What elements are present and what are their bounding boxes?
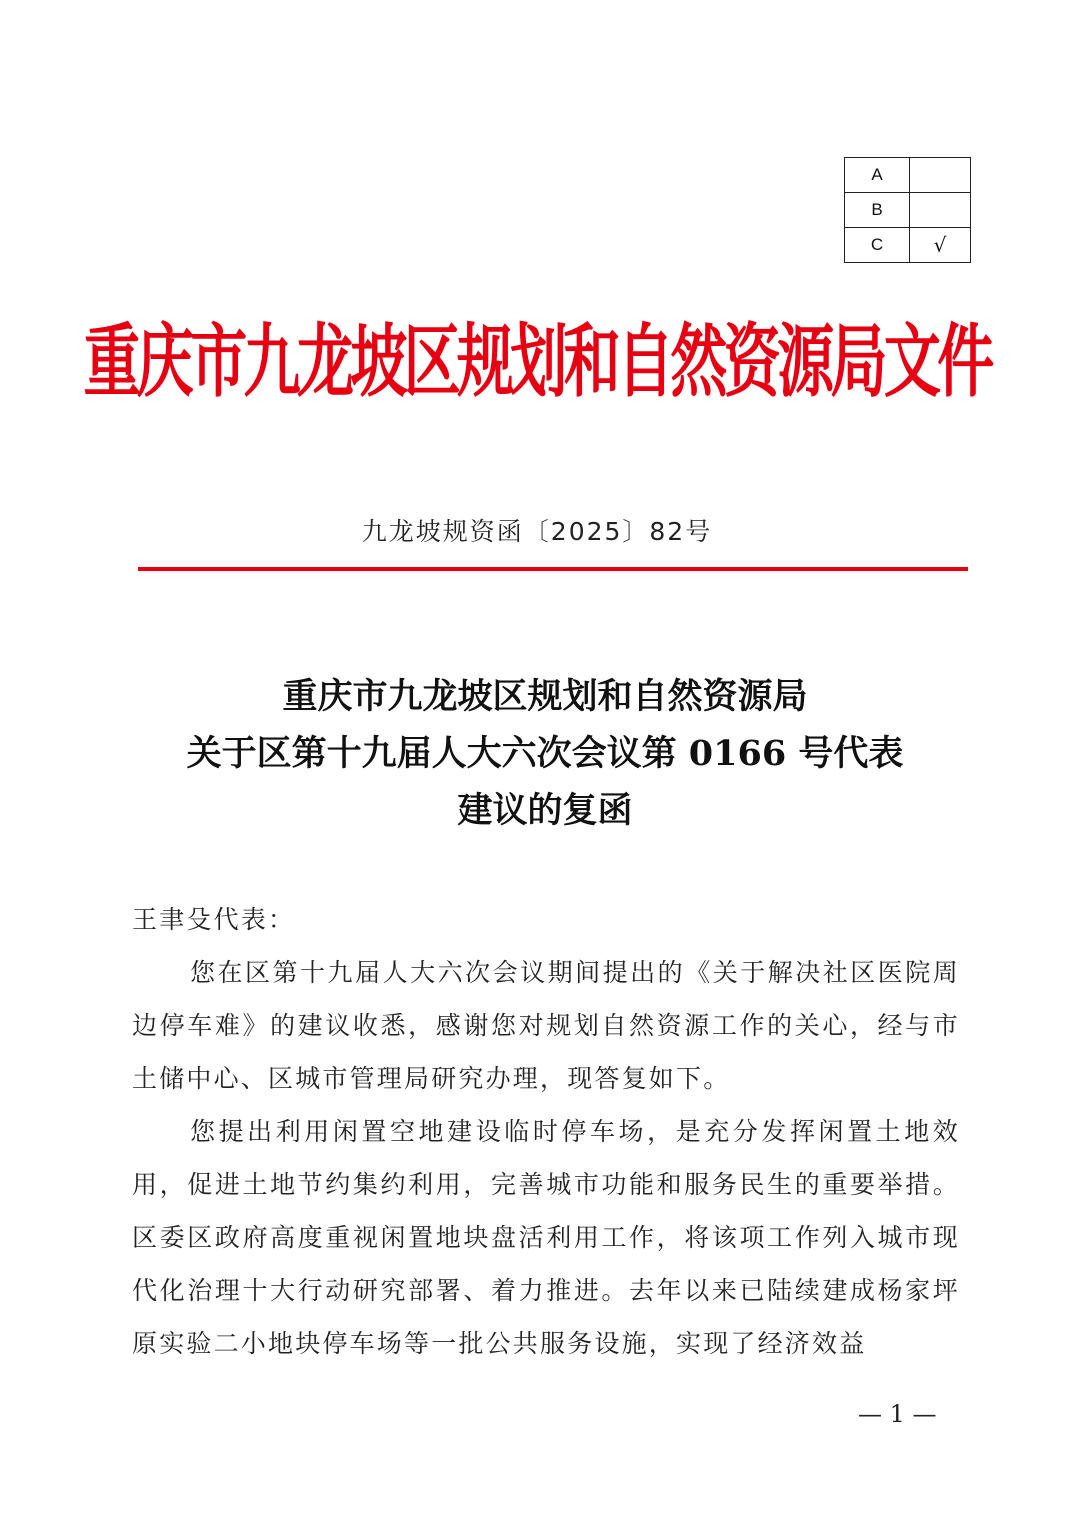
classification-mark — [910, 193, 971, 228]
classification-label: A — [845, 158, 910, 193]
classification-label: B — [845, 193, 910, 228]
salutation: 王聿殳代表： — [132, 905, 296, 934]
document-number: 九龙坡规资函〔2025〕82号 — [361, 517, 713, 546]
classification-label: C — [845, 228, 910, 263]
classification-row-c — [845, 228, 971, 263]
letter-body — [132, 893, 960, 1370]
paragraph-2: 您提出利用闲置空地建设临时停车场，是充分发挥闲置土地效用，促进土地节约集约利用，完善城市功能和服务民生的重要举措。区委区政府高度重视闲置地块盘活利用工作，将该项工作列入城市现代化治理十大行动研究部署、着力推进。去年以来已陆续建成杨家坪原实验二小地块停车场等一批公共服务设施，实现了经济效益 — [132, 1117, 960, 1358]
classification-mark — [910, 158, 971, 193]
title-line-3: 建议的复函 — [457, 790, 633, 831]
classification-row-b — [845, 193, 971, 228]
page-number: — 1 — — [858, 1400, 937, 1428]
title-line-1: 重庆市九龙坡区规划和自然资源局 — [282, 676, 808, 717]
banner-text: 重庆市九龙坡区规划和自然资源局文件 — [83, 314, 991, 409]
classification-table — [844, 157, 971, 263]
document-title — [100, 668, 990, 839]
red-divider — [138, 567, 968, 571]
paragraph-1: 您在区第十九届人大六次会议期间提出的《关于解决社区医院周边停车难》的建议收悉，感谢您对规划自然资源工作的关心，经与市土储中心、区城市管理局研究办理，现答复如下。 — [132, 958, 960, 1093]
classification-row-a — [845, 158, 971, 193]
classification-mark: √ — [910, 228, 971, 263]
document-banner — [0, 312, 1074, 412]
title-line-2: 关于区第十九届人大六次会议第 0166 号代表 — [186, 733, 904, 774]
